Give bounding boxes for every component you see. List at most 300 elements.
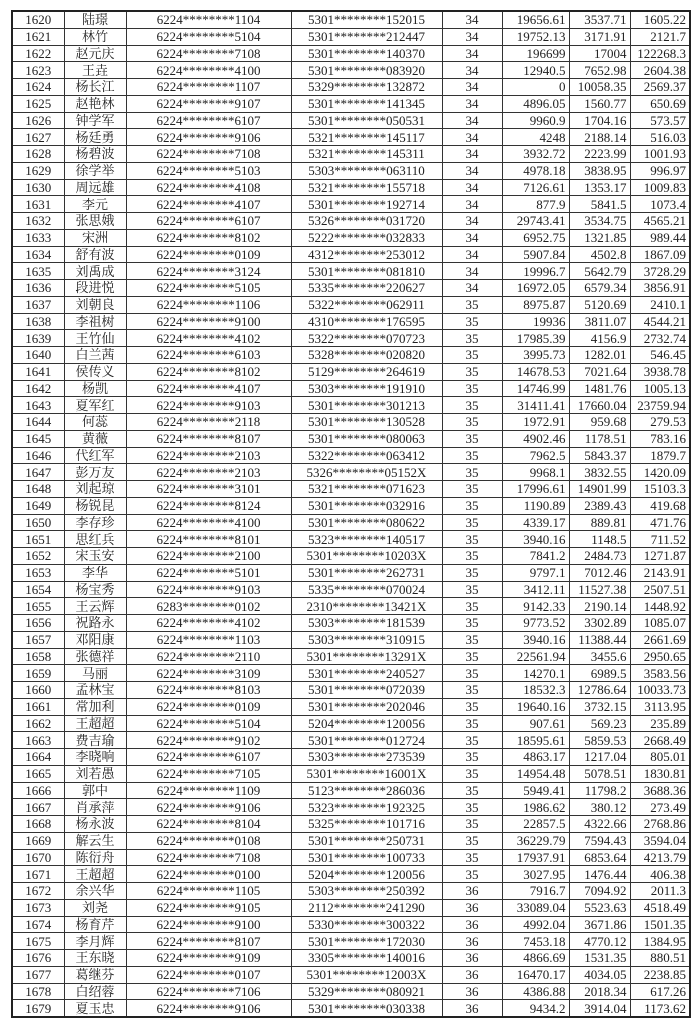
amount-3-cell: 406.38 — [630, 866, 690, 883]
amount-3-cell: 3856.91 — [630, 280, 690, 297]
id-number-cell: 5301********172030 — [291, 933, 442, 950]
amount-2-cell: 5120.69 — [569, 296, 630, 313]
amount-3-cell: 2668.49 — [630, 732, 690, 749]
amount-2-cell: 1531.35 — [569, 950, 630, 967]
table-row — [12, 866, 690, 883]
amount-2-cell: 3302.89 — [569, 615, 630, 632]
row-number-cell: 1669 — [12, 832, 64, 849]
age-cell: 35 — [442, 397, 502, 414]
table-row — [12, 95, 690, 112]
bank-card-cell: 6224********3109 — [126, 665, 291, 682]
table-row — [12, 698, 690, 715]
age-cell: 36 — [442, 883, 502, 900]
table-row — [12, 414, 690, 431]
age-cell: 35 — [442, 598, 502, 615]
id-number-cell: 5301********100733 — [291, 849, 442, 866]
bank-card-cell: 6224********7108 — [126, 146, 291, 163]
bank-card-cell: 6224********1103 — [126, 631, 291, 648]
table-row — [12, 79, 690, 96]
amount-2-cell: 3537.71 — [569, 11, 630, 28]
bank-card-cell: 6283********0102 — [126, 598, 291, 615]
amount-1-cell: 1190.89 — [502, 497, 569, 514]
id-number-cell: 5301********081810 — [291, 263, 442, 280]
bank-card-cell: 6224********4102 — [126, 330, 291, 347]
table-row — [12, 28, 690, 45]
row-number-cell: 1659 — [12, 665, 64, 682]
name-cell: 刘若愚 — [64, 765, 126, 782]
amount-1-cell: 7453.18 — [502, 933, 569, 950]
amount-1-cell: 14746.99 — [502, 380, 569, 397]
row-number-cell: 1665 — [12, 765, 64, 782]
row-number-cell: 1671 — [12, 866, 64, 883]
amount-1-cell: 7841.2 — [502, 548, 569, 565]
amount-1-cell: 3995.73 — [502, 347, 569, 364]
amount-1-cell: 4248 — [502, 129, 569, 146]
bank-card-cell: 6224********0107 — [126, 966, 291, 983]
amount-2-cell: 7652.98 — [569, 62, 630, 79]
amount-2-cell: 5859.53 — [569, 732, 630, 749]
age-cell: 34 — [442, 213, 502, 230]
amount-1-cell: 9797.1 — [502, 564, 569, 581]
bank-card-cell: 6224********7108 — [126, 849, 291, 866]
name-cell: 余兴华 — [64, 883, 126, 900]
row-number-cell: 1661 — [12, 698, 64, 715]
bank-card-cell: 6224********1107 — [126, 79, 291, 96]
amount-1-cell: 3932.72 — [502, 146, 569, 163]
amount-2-cell: 11527.38 — [569, 581, 630, 598]
name-cell: 邓阳康 — [64, 631, 126, 648]
amount-1-cell: 1986.62 — [502, 799, 569, 816]
id-number-cell: 5301********080063 — [291, 430, 442, 447]
amount-1-cell: 9142.33 — [502, 598, 569, 615]
bank-card-cell: 6224********0100 — [126, 866, 291, 883]
amount-3-cell: 1448.92 — [630, 598, 690, 615]
bank-card-cell: 6224********9106 — [126, 129, 291, 146]
bank-card-cell: 6224********4100 — [126, 62, 291, 79]
table-row — [12, 933, 690, 950]
name-cell: 张德祥 — [64, 648, 126, 665]
id-number-cell: 5303********273539 — [291, 749, 442, 766]
amount-3-cell: 1501.35 — [630, 916, 690, 933]
id-number-cell: 5204********120056 — [291, 866, 442, 883]
age-cell: 35 — [442, 564, 502, 581]
table-row — [12, 430, 690, 447]
bank-card-cell: 6224********9100 — [126, 916, 291, 933]
amount-3-cell: 3113.95 — [630, 698, 690, 715]
amount-2-cell: 3671.86 — [569, 916, 630, 933]
amount-2-cell: 959.68 — [569, 414, 630, 431]
row-number-cell: 1674 — [12, 916, 64, 933]
name-cell: 王垚 — [64, 62, 126, 79]
table-row — [12, 816, 690, 833]
amount-2-cell: 7594.43 — [569, 832, 630, 849]
row-number-cell: 1663 — [12, 732, 64, 749]
id-number-cell: 5329********132872 — [291, 79, 442, 96]
amount-2-cell: 6579.34 — [569, 280, 630, 297]
amount-1-cell: 196699 — [502, 45, 569, 62]
name-cell: 费吉瑜 — [64, 732, 126, 749]
bank-card-cell: 6224********6107 — [126, 749, 291, 766]
row-number-cell: 1633 — [12, 229, 64, 246]
bank-card-cell: 6224********4108 — [126, 179, 291, 196]
id-number-cell: 5303********181539 — [291, 615, 442, 632]
amount-3-cell: 805.01 — [630, 749, 690, 766]
amount-2-cell: 2484.73 — [569, 548, 630, 565]
amount-1-cell: 3027.95 — [502, 866, 569, 883]
age-cell: 35 — [442, 330, 502, 347]
bank-card-cell: 6224********7106 — [126, 983, 291, 1000]
amount-1-cell: 12940.5 — [502, 62, 569, 79]
amount-3-cell: 1085.07 — [630, 615, 690, 632]
amount-2-cell: 1217.04 — [569, 749, 630, 766]
age-cell: 35 — [442, 698, 502, 715]
amount-1-cell: 7126.61 — [502, 179, 569, 196]
row-number-cell: 1636 — [12, 280, 64, 297]
amount-3-cell: 783.16 — [630, 430, 690, 447]
name-cell: 张思娥 — [64, 213, 126, 230]
amount-1-cell: 3940.16 — [502, 631, 569, 648]
id-number-cell: 5323********140517 — [291, 531, 442, 548]
amount-2-cell: 5523.63 — [569, 899, 630, 916]
table-row — [12, 246, 690, 263]
table-row — [12, 732, 690, 749]
bank-card-cell: 6224********6103 — [126, 347, 291, 364]
age-cell: 34 — [442, 62, 502, 79]
age-cell: 36 — [442, 916, 502, 933]
name-cell: 宋玉安 — [64, 548, 126, 565]
age-cell: 34 — [442, 79, 502, 96]
age-cell: 35 — [442, 715, 502, 732]
table-row — [12, 531, 690, 548]
row-number-cell: 1651 — [12, 531, 64, 548]
amount-3-cell: 1605.22 — [630, 11, 690, 28]
name-cell: 黄薇 — [64, 430, 126, 447]
amount-3-cell: 2143.91 — [630, 564, 690, 581]
amount-1-cell: 16972.05 — [502, 280, 569, 297]
table-row — [12, 179, 690, 196]
id-number-cell: 5326********031720 — [291, 213, 442, 230]
amount-3-cell: 2507.51 — [630, 581, 690, 598]
age-cell: 35 — [442, 665, 502, 682]
name-cell: 郭中 — [64, 782, 126, 799]
amount-1-cell: 18595.61 — [502, 732, 569, 749]
row-number-cell: 1628 — [12, 146, 64, 163]
amount-3-cell: 617.26 — [630, 983, 690, 1000]
name-cell: 李元 — [64, 196, 126, 213]
amount-1-cell: 6952.75 — [502, 229, 569, 246]
id-number-cell: 5322********062911 — [291, 296, 442, 313]
age-cell: 35 — [442, 816, 502, 833]
table-row — [12, 347, 690, 364]
row-number-cell: 1672 — [12, 883, 64, 900]
amount-3-cell: 880.51 — [630, 950, 690, 967]
amount-2-cell: 10058.35 — [569, 79, 630, 96]
data-table — [11, 10, 691, 1018]
bank-card-cell: 6224********1109 — [126, 782, 291, 799]
amount-1-cell: 19996.7 — [502, 263, 569, 280]
bank-card-cell: 6224********7108 — [126, 45, 291, 62]
amount-3-cell: 573.57 — [630, 112, 690, 129]
name-cell: 刘朝良 — [64, 296, 126, 313]
row-number-cell: 1670 — [12, 849, 64, 866]
table-row — [12, 280, 690, 297]
table-row — [12, 598, 690, 615]
age-cell: 35 — [442, 430, 502, 447]
amount-1-cell: 7916.7 — [502, 883, 569, 900]
row-number-cell: 1635 — [12, 263, 64, 280]
name-cell: 陈衍舟 — [64, 849, 126, 866]
name-cell: 李存珍 — [64, 514, 126, 531]
amount-1-cell: 4992.04 — [502, 916, 569, 933]
amount-2-cell: 7094.92 — [569, 883, 630, 900]
amount-1-cell: 19752.13 — [502, 28, 569, 45]
amount-2-cell: 3811.07 — [569, 313, 630, 330]
age-cell: 36 — [442, 1000, 502, 1017]
table-row — [12, 447, 690, 464]
name-cell: 何蕊 — [64, 414, 126, 431]
bank-card-cell: 6224********3124 — [126, 263, 291, 280]
row-number-cell: 1677 — [12, 966, 64, 983]
age-cell: 35 — [442, 732, 502, 749]
bank-card-cell: 6224********8124 — [126, 497, 291, 514]
table-row — [12, 548, 690, 565]
name-cell: 杨廷勇 — [64, 129, 126, 146]
age-cell: 34 — [442, 229, 502, 246]
bank-card-cell: 6224********2103 — [126, 447, 291, 464]
age-cell: 34 — [442, 129, 502, 146]
id-number-cell: 5321********155718 — [291, 179, 442, 196]
amount-1-cell: 14270.1 — [502, 665, 569, 682]
table-row — [12, 966, 690, 983]
id-number-cell: 5301********13291X — [291, 648, 442, 665]
amount-2-cell: 4034.05 — [569, 966, 630, 983]
amount-1-cell: 17937.91 — [502, 849, 569, 866]
age-cell: 35 — [442, 531, 502, 548]
row-number-cell: 1634 — [12, 246, 64, 263]
age-cell: 35 — [442, 347, 502, 364]
age-cell: 35 — [442, 849, 502, 866]
amount-1-cell: 22561.94 — [502, 648, 569, 665]
table-row — [12, 213, 690, 230]
amount-3-cell: 2238.85 — [630, 966, 690, 983]
amount-3-cell: 989.44 — [630, 229, 690, 246]
amount-1-cell: 9960.9 — [502, 112, 569, 129]
table-row — [12, 296, 690, 313]
amount-1-cell: 0 — [502, 79, 569, 96]
row-number-cell: 1657 — [12, 631, 64, 648]
amount-3-cell: 2011.3 — [630, 883, 690, 900]
id-number-cell: 5301********10203X — [291, 548, 442, 565]
amount-2-cell: 3832.55 — [569, 464, 630, 481]
id-number-cell: 5322********070723 — [291, 330, 442, 347]
amount-1-cell: 3940.16 — [502, 531, 569, 548]
row-number-cell: 1675 — [12, 933, 64, 950]
name-cell: 李月辉 — [64, 933, 126, 950]
row-number-cell: 1654 — [12, 581, 64, 598]
table-row — [12, 581, 690, 598]
amount-2-cell: 11798.2 — [569, 782, 630, 799]
bank-card-cell: 6224********4107 — [126, 196, 291, 213]
name-cell: 赵艳林 — [64, 95, 126, 112]
amount-2-cell: 5843.37 — [569, 447, 630, 464]
bank-card-cell: 6224********1105 — [126, 883, 291, 900]
age-cell: 34 — [442, 95, 502, 112]
amount-3-cell: 122268.3 — [630, 45, 690, 62]
name-cell: 陆璟 — [64, 11, 126, 28]
id-number-cell: 5303********250392 — [291, 883, 442, 900]
table-row — [12, 380, 690, 397]
amount-2-cell: 17660.04 — [569, 397, 630, 414]
age-cell: 35 — [442, 464, 502, 481]
amount-3-cell: 3688.36 — [630, 782, 690, 799]
row-number-cell: 1637 — [12, 296, 64, 313]
age-cell: 34 — [442, 179, 502, 196]
amount-1-cell: 22857.5 — [502, 816, 569, 833]
row-number-cell: 1664 — [12, 749, 64, 766]
name-cell: 宋洲 — [64, 229, 126, 246]
id-number-cell: 5301********141345 — [291, 95, 442, 112]
amount-1-cell: 9434.2 — [502, 1000, 569, 1017]
row-number-cell: 1656 — [12, 615, 64, 632]
row-number-cell: 1653 — [12, 564, 64, 581]
table-row — [12, 62, 690, 79]
row-number-cell: 1626 — [12, 112, 64, 129]
table-row — [12, 129, 690, 146]
row-number-cell: 1623 — [12, 62, 64, 79]
row-number-cell: 1641 — [12, 363, 64, 380]
table-row — [12, 196, 690, 213]
table-row — [12, 162, 690, 179]
name-cell: 肖承萍 — [64, 799, 126, 816]
bank-card-cell: 6224********5103 — [126, 162, 291, 179]
amount-3-cell: 2121.7 — [630, 28, 690, 45]
table-row — [12, 481, 690, 498]
id-number-cell: 5301********240527 — [291, 665, 442, 682]
id-number-cell: 5301********16001X — [291, 765, 442, 782]
id-number-cell: 5330********300322 — [291, 916, 442, 933]
table-row — [12, 631, 690, 648]
amount-1-cell: 4896.05 — [502, 95, 569, 112]
amount-3-cell: 3938.78 — [630, 363, 690, 380]
amount-3-cell: 1867.09 — [630, 246, 690, 263]
table-row — [12, 514, 690, 531]
table-row — [12, 832, 690, 849]
name-cell: 段进悦 — [64, 280, 126, 297]
id-number-cell: 5301********202046 — [291, 698, 442, 715]
id-number-cell: 5326********05152X — [291, 464, 442, 481]
age-cell: 35 — [442, 548, 502, 565]
age-cell: 36 — [442, 983, 502, 1000]
amount-2-cell: 3914.04 — [569, 1000, 630, 1017]
bank-card-cell: 6224********1106 — [126, 296, 291, 313]
table-row — [12, 363, 690, 380]
amount-2-cell: 1148.5 — [569, 531, 630, 548]
id-number-cell: 2112********241290 — [291, 899, 442, 916]
bank-card-cell: 6224********5101 — [126, 564, 291, 581]
table-row — [12, 665, 690, 682]
table-row — [12, 615, 690, 632]
bank-card-cell: 6224********8104 — [126, 816, 291, 833]
age-cell: 35 — [442, 648, 502, 665]
bank-card-cell: 6224********2103 — [126, 464, 291, 481]
row-number-cell: 1643 — [12, 397, 64, 414]
amount-1-cell: 3412.11 — [502, 581, 569, 598]
row-number-cell: 1667 — [12, 799, 64, 816]
name-cell: 舒有波 — [64, 246, 126, 263]
row-number-cell: 1620 — [12, 11, 64, 28]
table-row — [12, 146, 690, 163]
age-cell: 35 — [442, 682, 502, 699]
amount-3-cell: 1073.4 — [630, 196, 690, 213]
row-number-cell: 1662 — [12, 715, 64, 732]
row-number-cell: 1666 — [12, 782, 64, 799]
id-number-cell: 5301********152015 — [291, 11, 442, 28]
id-number-cell: 5303********063110 — [291, 162, 442, 179]
table-row — [12, 715, 690, 732]
table-row — [12, 883, 690, 900]
amount-3-cell: 4565.21 — [630, 213, 690, 230]
amount-1-cell: 4902.46 — [502, 430, 569, 447]
name-cell: 王超超 — [64, 866, 126, 883]
amount-3-cell: 1384.95 — [630, 933, 690, 950]
id-number-cell: 5323********192325 — [291, 799, 442, 816]
row-number-cell: 1639 — [12, 330, 64, 347]
amount-2-cell: 3455.6 — [569, 648, 630, 665]
id-number-cell: 5204********120056 — [291, 715, 442, 732]
amount-1-cell: 4866.69 — [502, 950, 569, 967]
amount-3-cell: 4518.49 — [630, 899, 690, 916]
name-cell: 马丽 — [64, 665, 126, 682]
amount-3-cell: 1420.09 — [630, 464, 690, 481]
name-cell: 葛继芬 — [64, 966, 126, 983]
id-number-cell: 5301********301213 — [291, 397, 442, 414]
age-cell: 34 — [442, 146, 502, 163]
amount-3-cell: 4213.79 — [630, 849, 690, 866]
table-row — [12, 648, 690, 665]
amount-1-cell: 17985.39 — [502, 330, 569, 347]
amount-3-cell: 996.97 — [630, 162, 690, 179]
id-number-cell: 5303********191910 — [291, 380, 442, 397]
amount-3-cell: 1173.62 — [630, 1000, 690, 1017]
age-cell: 35 — [442, 765, 502, 782]
amount-2-cell: 11388.44 — [569, 631, 630, 648]
amount-3-cell: 650.69 — [630, 95, 690, 112]
name-cell: 解云生 — [64, 832, 126, 849]
amount-3-cell: 1271.87 — [630, 548, 690, 565]
amount-2-cell: 4770.12 — [569, 933, 630, 950]
age-cell: 35 — [442, 296, 502, 313]
id-number-cell: 2310********13421X — [291, 598, 442, 615]
amount-3-cell: 1879.7 — [630, 447, 690, 464]
row-number-cell: 1652 — [12, 548, 64, 565]
name-cell: 杨碧波 — [64, 146, 126, 163]
bank-card-cell: 6224********0109 — [126, 246, 291, 263]
name-cell: 徐学举 — [64, 162, 126, 179]
row-number-cell: 1632 — [12, 213, 64, 230]
amount-2-cell: 569.23 — [569, 715, 630, 732]
name-cell: 周远雄 — [64, 179, 126, 196]
name-cell: 王云辉 — [64, 598, 126, 615]
amount-2-cell: 6989.5 — [569, 665, 630, 682]
bank-card-cell: 6224********6107 — [126, 213, 291, 230]
table-body — [12, 11, 690, 1017]
amount-3-cell: 4544.21 — [630, 313, 690, 330]
amount-2-cell: 4322.66 — [569, 816, 630, 833]
row-number-cell: 1649 — [12, 497, 64, 514]
amount-2-cell: 1481.76 — [569, 380, 630, 397]
amount-2-cell: 1476.44 — [569, 866, 630, 883]
amount-2-cell: 5642.79 — [569, 263, 630, 280]
